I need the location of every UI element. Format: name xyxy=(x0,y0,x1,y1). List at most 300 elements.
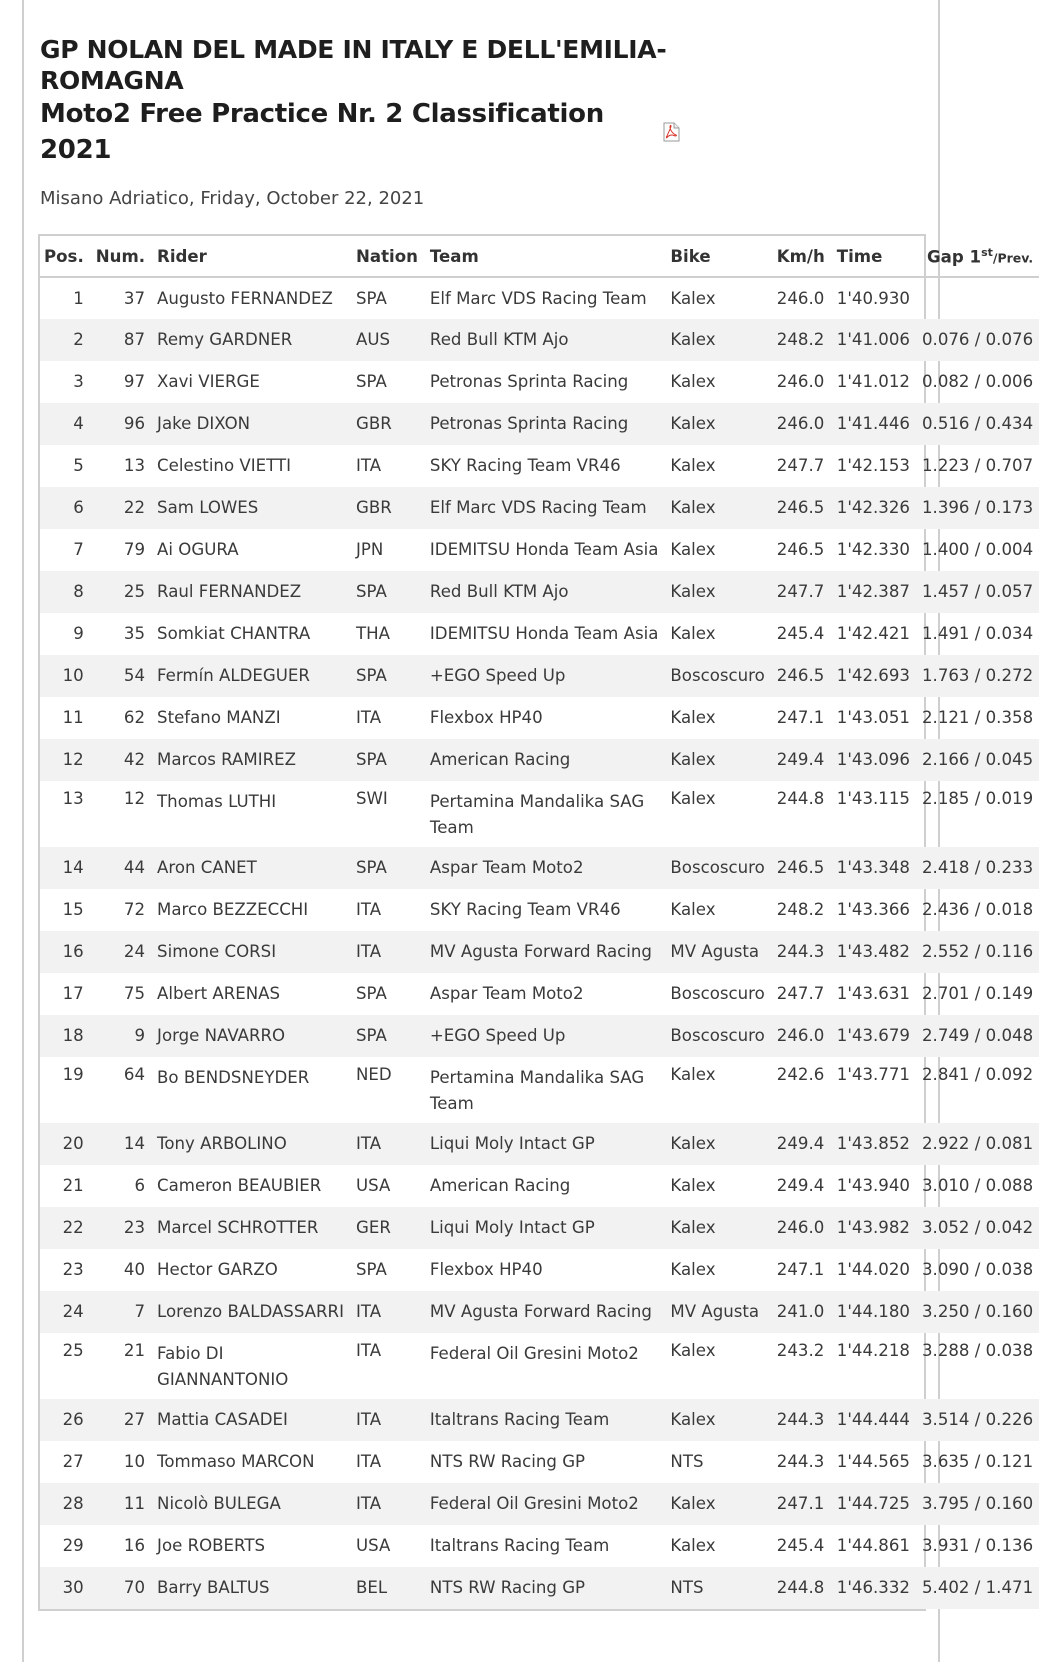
cell-kmh: 245.4 xyxy=(776,624,825,643)
cell-rider[interactable]: Fermín ALDEGUER xyxy=(157,666,310,685)
table-row xyxy=(40,1249,1039,1291)
cell-gap: 2.185 / 0.019 xyxy=(921,789,1034,808)
cell-rider[interactable]: Aron CANET xyxy=(157,858,257,877)
cell-kmh: 247.1 xyxy=(776,1260,825,1279)
cell-team[interactable]: Elf Marc VDS Racing Team xyxy=(429,289,647,308)
cell-bike: Kalex xyxy=(670,1494,716,1513)
table-row xyxy=(40,1399,1039,1441)
cell-kmh: 246.5 xyxy=(776,666,825,685)
table-row xyxy=(40,445,1039,487)
cell-num: 9 xyxy=(134,1026,146,1045)
cell-rider[interactable]: Bo BENDSNEYDER xyxy=(157,1068,310,1087)
cell-pos: 28 xyxy=(62,1494,84,1513)
cell-kmh: 246.0 xyxy=(776,289,825,308)
cell-rider[interactable]: Marco BEZZECCHI xyxy=(157,900,309,919)
cell-num: 35 xyxy=(123,624,146,643)
cell-num: 21 xyxy=(123,1341,146,1360)
cell-bike: Kalex xyxy=(670,750,716,769)
cell-time: 1'44.861 xyxy=(836,1536,910,1555)
table-row xyxy=(40,781,1039,847)
cell-bike: NTS xyxy=(670,1578,704,1597)
cell-bike: Kalex xyxy=(670,1134,716,1153)
cell-time: 1'42.387 xyxy=(836,582,910,601)
cell-team[interactable]: Aspar Team Moto2 xyxy=(429,858,584,877)
cell-nation: GBR xyxy=(355,414,392,433)
cell-pos: 29 xyxy=(62,1536,84,1555)
cell-team[interactable]: MV Agusta Forward Racing xyxy=(429,1302,652,1321)
cell-nation: ITA xyxy=(355,708,382,727)
cell-rider[interactable]: Tommaso MARCON xyxy=(157,1452,315,1471)
col-rider-header: Rider xyxy=(151,236,350,277)
table-row xyxy=(40,529,1039,571)
cell-pos: 16 xyxy=(62,942,84,961)
cell-bike: Kalex xyxy=(670,498,716,517)
cell-kmh: 246.0 xyxy=(776,414,825,433)
cell-pos: 22 xyxy=(62,1218,84,1237)
cell-time: 1'41.446 xyxy=(836,414,910,433)
cell-gap: 0.082 / 0.006 xyxy=(921,372,1034,391)
title-block xyxy=(40,34,680,168)
cell-num: 62 xyxy=(123,708,146,727)
cell-kmh: 248.2 xyxy=(776,900,825,919)
cell-nation: ITA xyxy=(355,942,382,961)
cell-rider[interactable]: Nicolò BULEGA xyxy=(157,1494,281,1513)
cell-nation: ITA xyxy=(355,1134,382,1153)
cell-rider[interactable]: Xavi VIERGE xyxy=(157,372,260,391)
cell-rider[interactable]: Marcos RAMIREZ xyxy=(157,750,296,769)
cell-team[interactable]: Elf Marc VDS Racing Team xyxy=(429,498,647,517)
cell-gap: 1.400 / 0.004 xyxy=(921,540,1034,559)
cell-rider[interactable]: Cameron BEAUBIER xyxy=(157,1176,322,1195)
cell-team[interactable]: Italtrans Racing Team xyxy=(429,1536,610,1555)
cell-time: 1'44.565 xyxy=(836,1452,910,1471)
cell-pos: 18 xyxy=(62,1026,84,1045)
cell-nation: ITA xyxy=(355,900,382,919)
cell-kmh: 241.0 xyxy=(776,1302,825,1321)
table-row xyxy=(40,655,1039,697)
col-team-header: Team xyxy=(424,236,665,277)
cell-pos: 21 xyxy=(62,1176,84,1195)
cell-team[interactable]: Red Bull KTM Ajo xyxy=(429,330,569,349)
cell-num: 70 xyxy=(123,1578,146,1597)
classification-table xyxy=(38,234,1034,1611)
cell-bike: Kalex xyxy=(670,1260,716,1279)
cell-rider[interactable]: Mattia CASADEI xyxy=(157,1410,288,1429)
cell-kmh: 246.0 xyxy=(776,1218,825,1237)
cell-bike: Kalex xyxy=(670,1065,716,1084)
table-row xyxy=(40,1015,1039,1057)
cell-time: 1'44.180 xyxy=(836,1302,910,1321)
cell-gap: 2.418 / 0.233 xyxy=(921,858,1034,877)
cell-team[interactable]: Pertamina Mandalika SAG Team xyxy=(429,792,645,837)
cell-num: 42 xyxy=(123,750,146,769)
cell-num: 87 xyxy=(123,330,146,349)
col-bike-header: Bike xyxy=(664,236,770,277)
table-row xyxy=(40,571,1039,613)
cell-pos: 20 xyxy=(62,1134,84,1153)
cell-rider[interactable]: Joe ROBERTS xyxy=(157,1536,266,1555)
session-title-text: Moto2 Free Practice Nr. 2 Classification 2021 xyxy=(40,99,604,165)
cell-bike: Boscoscuro xyxy=(670,984,765,1003)
cell-time: 1'43.348 xyxy=(836,858,910,877)
cell-rider[interactable]: Fabio DI GIANNANTONIO xyxy=(157,1344,289,1389)
cell-rider[interactable]: Tony ARBOLINO xyxy=(157,1134,287,1153)
pdf-icon[interactable] xyxy=(663,116,680,136)
cell-num: 75 xyxy=(123,984,146,1003)
table-row xyxy=(40,319,1039,361)
cell-pos: 12 xyxy=(62,750,84,769)
cell-num: 79 xyxy=(123,540,146,559)
cell-kmh: 244.3 xyxy=(776,1452,825,1471)
cell-bike: Boscoscuro xyxy=(670,1026,765,1045)
cell-rider[interactable]: Raul FERNANDEZ xyxy=(157,582,302,601)
cell-rider[interactable]: Hector GARZO xyxy=(157,1260,278,1279)
cell-num: 40 xyxy=(123,1260,146,1279)
cell-nation: THA xyxy=(355,624,390,643)
cell-time: 1'43.115 xyxy=(836,789,910,808)
cell-bike: Kalex xyxy=(670,624,716,643)
cell-rider[interactable]: Marcel SCHROTTER xyxy=(157,1218,319,1237)
cell-bike: Kalex xyxy=(670,1176,716,1195)
session-date-location: Misano Adriatico, Friday, October 22, 2021 xyxy=(40,188,425,209)
cell-time: 1'42.153 xyxy=(836,456,910,475)
cell-gap: 3.250 / 0.160 xyxy=(921,1302,1034,1321)
cell-gap: 1.457 / 0.057 xyxy=(921,582,1034,601)
cell-rider[interactable]: Augusto FERNANDEZ xyxy=(157,289,333,308)
cell-gap: 5.402 / 1.471 xyxy=(921,1578,1034,1597)
cell-time: 1'43.482 xyxy=(836,942,910,961)
cell-time: 1'44.218 xyxy=(836,1341,910,1360)
cell-num: 44 xyxy=(123,858,146,877)
cell-nation: SPA xyxy=(355,582,387,601)
cell-nation: NED xyxy=(355,1065,392,1084)
cell-time: 1'40.930 xyxy=(836,289,910,308)
cell-team[interactable]: Petronas Sprinta Racing xyxy=(429,414,629,433)
cell-bike: Kalex xyxy=(670,330,716,349)
cell-bike: Kalex xyxy=(670,1341,716,1360)
cell-kmh: 248.2 xyxy=(776,330,825,349)
cell-team[interactable]: Liqui Moly Intact GP xyxy=(429,1134,595,1153)
cell-pos: 3 xyxy=(73,372,84,391)
cell-nation: ITA xyxy=(355,456,382,475)
cell-bike: Kalex xyxy=(670,582,716,601)
cell-nation: USA xyxy=(355,1536,391,1555)
cell-kmh: 244.8 xyxy=(776,789,825,808)
cell-rider[interactable]: Jake DIXON xyxy=(157,414,251,433)
cell-bike: Kalex xyxy=(670,456,716,475)
table-row xyxy=(40,697,1039,739)
cell-gap: 1.763 / 0.272 xyxy=(921,666,1034,685)
cell-time: 1'44.020 xyxy=(836,1260,910,1279)
cell-num: 24 xyxy=(123,942,146,961)
cell-kmh: 247.1 xyxy=(776,708,825,727)
cell-time: 1'44.725 xyxy=(836,1494,910,1513)
cell-num: 27 xyxy=(123,1410,146,1429)
cell-team[interactable]: MV Agusta Forward Racing xyxy=(429,942,652,961)
cell-nation: ITA xyxy=(355,1452,382,1471)
cell-time: 1'41.006 xyxy=(836,330,910,349)
cell-gap: 3.635 / 0.121 xyxy=(921,1452,1034,1471)
cell-gap: 2.922 / 0.081 xyxy=(921,1134,1034,1153)
cell-kmh: 247.1 xyxy=(776,1494,825,1513)
cell-pos: 7 xyxy=(73,540,84,559)
cell-rider[interactable]: Remy GARDNER xyxy=(157,330,293,349)
cell-rider[interactable]: Thomas LUTHI xyxy=(157,792,277,811)
cell-rider[interactable]: Albert ARENAS xyxy=(157,984,281,1003)
cell-nation: SWI xyxy=(355,789,388,808)
cell-pos: 6 xyxy=(73,498,84,517)
col-gap-header xyxy=(916,236,1039,277)
cell-team[interactable]: NTS RW Racing GP xyxy=(429,1578,586,1597)
table-row xyxy=(40,1483,1039,1525)
cell-rider[interactable]: Sam LOWES xyxy=(157,498,259,517)
cell-gap: 3.795 / 0.160 xyxy=(921,1494,1034,1513)
cell-gap: 2.701 / 0.149 xyxy=(921,984,1034,1003)
session-title xyxy=(40,96,680,168)
cell-time: 1'42.330 xyxy=(836,540,910,559)
table-row xyxy=(40,889,1039,931)
cell-team[interactable]: American Racing xyxy=(429,750,571,769)
cell-team[interactable]: American Racing xyxy=(429,1176,571,1195)
cell-team[interactable]: Federal Oil Gresini Moto2 xyxy=(429,1494,639,1513)
col-num-header: Num. xyxy=(90,236,151,277)
table-row xyxy=(40,361,1039,403)
cell-rider[interactable]: Celestino VIETTI xyxy=(157,456,291,475)
cell-pos: 10 xyxy=(62,666,84,685)
cell-nation: SPA xyxy=(355,372,387,391)
cell-pos: 14 xyxy=(62,858,84,877)
table-row xyxy=(40,1525,1039,1567)
gap-header-suffix: /Prev. xyxy=(992,250,1034,266)
table-row xyxy=(40,1441,1039,1483)
cell-bike: Kalex xyxy=(670,540,716,559)
cell-rider[interactable]: Ai OGURA xyxy=(157,540,239,559)
classification-rows xyxy=(40,277,1039,1609)
gap-header-text: Gap 1 xyxy=(927,247,982,267)
cell-bike: MV Agusta xyxy=(670,1302,760,1321)
cell-time: 1'43.051 xyxy=(836,708,910,727)
cell-pos: 26 xyxy=(62,1410,84,1429)
cell-pos: 5 xyxy=(73,456,84,475)
cell-bike: Kalex xyxy=(670,789,716,808)
cell-gap: 2.552 / 0.116 xyxy=(921,942,1034,961)
cell-team[interactable]: IDEMITSU Honda Team Asia xyxy=(429,624,659,643)
col-kmh-header: Km/h xyxy=(771,236,831,277)
cell-gap: 3.010 / 0.088 xyxy=(921,1176,1034,1195)
cell-nation: SPA xyxy=(355,1260,387,1279)
table-row xyxy=(40,931,1039,973)
cell-gap: 2.166 / 0.045 xyxy=(921,750,1034,769)
cell-team[interactable]: +EGO Speed Up xyxy=(429,666,566,685)
table-row xyxy=(40,1165,1039,1207)
cell-pos: 23 xyxy=(62,1260,84,1279)
cell-nation: USA xyxy=(355,1176,391,1195)
cell-pos: 4 xyxy=(73,414,84,433)
cell-nation: ITA xyxy=(355,1341,382,1360)
cell-gap: 2.121 / 0.358 xyxy=(921,708,1034,727)
cell-kmh: 247.7 xyxy=(776,582,825,601)
table-row xyxy=(40,403,1039,445)
cell-kmh: 245.4 xyxy=(776,1536,825,1555)
cell-kmh: 247.7 xyxy=(776,456,825,475)
table-row xyxy=(40,847,1039,889)
cell-team[interactable]: Liqui Moly Intact GP xyxy=(429,1218,595,1237)
cell-nation: ITA xyxy=(355,1302,382,1321)
cell-num: 13 xyxy=(123,456,146,475)
cell-kmh: 246.5 xyxy=(776,540,825,559)
cell-bike: NTS xyxy=(670,1452,704,1471)
cell-team[interactable]: Petronas Sprinta Racing xyxy=(429,372,629,391)
table-row xyxy=(40,487,1039,529)
cell-pos: 25 xyxy=(62,1341,84,1360)
cell-team[interactable]: Federal Oil Gresini Moto2 xyxy=(429,1344,639,1363)
cell-num: 10 xyxy=(123,1452,146,1471)
cell-nation: SPA xyxy=(355,289,387,308)
cell-pos: 24 xyxy=(62,1302,84,1321)
cell-kmh: 249.4 xyxy=(776,1134,825,1153)
table-row xyxy=(40,1333,1039,1399)
cell-nation: GBR xyxy=(355,498,392,517)
cell-time: 1'43.096 xyxy=(836,750,910,769)
cell-bike: MV Agusta xyxy=(670,942,760,961)
cell-pos: 30 xyxy=(62,1578,84,1597)
cell-num: 6 xyxy=(134,1176,146,1195)
cell-bike: Kalex xyxy=(670,708,716,727)
cell-nation: SPA xyxy=(355,666,387,685)
table-header-row xyxy=(40,236,1039,277)
cell-rider[interactable]: Lorenzo BALDASSARRI xyxy=(157,1302,344,1321)
cell-kmh: 249.4 xyxy=(776,1176,825,1195)
cell-nation: SPA xyxy=(355,1026,387,1045)
cell-time: 1'43.940 xyxy=(836,1176,910,1195)
cell-num: 54 xyxy=(123,666,146,685)
cell-num: 11 xyxy=(123,1494,146,1513)
cell-team[interactable]: SKY Racing Team VR46 xyxy=(429,456,621,475)
cell-rider[interactable]: Somkiat CHANTRA xyxy=(157,624,311,643)
cell-team[interactable]: +EGO Speed Up xyxy=(429,1026,566,1045)
cell-kmh: 246.5 xyxy=(776,498,825,517)
cell-gap: 1.491 / 0.034 xyxy=(921,624,1034,643)
cell-team[interactable]: Aspar Team Moto2 xyxy=(429,984,584,1003)
cell-gap: 2.749 / 0.048 xyxy=(921,1026,1034,1045)
col-time-header: Time xyxy=(831,236,916,277)
cell-rider[interactable]: Barry BALTUS xyxy=(157,1578,270,1597)
cell-bike: Boscoscuro xyxy=(670,666,765,685)
cell-gap: 2.841 / 0.092 xyxy=(921,1065,1034,1084)
cell-nation: ITA xyxy=(355,1410,382,1429)
cell-time: 1'43.679 xyxy=(836,1026,910,1045)
cell-pos: 13 xyxy=(62,789,84,808)
cell-nation: GER xyxy=(355,1218,391,1237)
cell-gap: 0.076 / 0.076 xyxy=(921,330,1034,349)
cell-kmh: 244.3 xyxy=(776,1410,825,1429)
cell-time: 1'46.332 xyxy=(836,1578,910,1597)
table-row xyxy=(40,1567,1039,1609)
cell-rider[interactable]: Jorge NAVARRO xyxy=(157,1026,286,1045)
cell-kmh: 246.0 xyxy=(776,1026,825,1045)
cell-pos: 9 xyxy=(73,624,84,643)
cell-gap: 3.514 / 0.226 xyxy=(921,1410,1034,1429)
cell-team[interactable]: SKY Racing Team VR46 xyxy=(429,900,621,919)
cell-bike: Kalex xyxy=(670,1410,716,1429)
cell-time: 1'44.444 xyxy=(836,1410,910,1429)
cell-kmh: 242.6 xyxy=(776,1065,825,1084)
cell-kmh: 246.5 xyxy=(776,858,825,877)
table-row xyxy=(40,613,1039,655)
cell-time: 1'43.982 xyxy=(836,1218,910,1237)
cell-pos: 8 xyxy=(73,582,84,601)
cell-time: 1'41.012 xyxy=(836,372,910,391)
cell-time: 1'42.693 xyxy=(836,666,910,685)
cell-gap: 2.436 / 0.018 xyxy=(921,900,1034,919)
cell-rider[interactable]: Simone CORSI xyxy=(157,942,277,961)
cell-time: 1'43.631 xyxy=(836,984,910,1003)
cell-num: 64 xyxy=(123,1065,146,1084)
table-row xyxy=(40,277,1039,319)
cell-time: 1'43.771 xyxy=(836,1065,910,1084)
cell-gap: 3.288 / 0.038 xyxy=(921,1341,1034,1360)
cell-time: 1'43.366 xyxy=(836,900,910,919)
cell-team[interactable]: Flexbox HP40 xyxy=(429,1260,543,1279)
cell-team[interactable]: Italtrans Racing Team xyxy=(429,1410,610,1429)
cell-num: 25 xyxy=(123,582,146,601)
col-nation-header: Nation xyxy=(350,236,424,277)
cell-bike: Kalex xyxy=(670,900,716,919)
cell-num: 14 xyxy=(123,1134,146,1153)
cell-bike: Kalex xyxy=(670,1536,716,1555)
cell-pos: 2 xyxy=(73,330,84,349)
cell-pos: 1 xyxy=(73,289,84,308)
cell-kmh: 249.4 xyxy=(776,750,825,769)
cell-num: 72 xyxy=(123,900,146,919)
table-row xyxy=(40,1057,1039,1123)
cell-team[interactable]: Red Bull KTM Ajo xyxy=(429,582,569,601)
cell-team[interactable]: Flexbox HP40 xyxy=(429,708,543,727)
cell-bike: Kalex xyxy=(670,289,716,308)
cell-bike: Kalex xyxy=(670,372,716,391)
cell-pos: 11 xyxy=(62,708,84,727)
cell-gap: 3.052 / 0.042 xyxy=(921,1218,1034,1237)
cell-num: 37 xyxy=(123,289,146,308)
cell-gap xyxy=(916,277,1039,319)
cell-nation: JPN xyxy=(355,540,384,559)
cell-team[interactable]: Pertamina Mandalika SAG Team xyxy=(429,1068,645,1113)
cell-pos: 27 xyxy=(62,1452,84,1471)
cell-rider[interactable]: Stefano MANZI xyxy=(157,708,281,727)
cell-time: 1'42.326 xyxy=(836,498,910,517)
cell-gap: 3.931 / 0.136 xyxy=(921,1536,1034,1555)
cell-num: 96 xyxy=(123,414,146,433)
cell-pos: 17 xyxy=(62,984,84,1003)
cell-nation: AUS xyxy=(355,330,391,349)
col-pos-header: Pos. xyxy=(40,236,90,277)
cell-num: 22 xyxy=(123,498,146,517)
cell-nation: SPA xyxy=(355,750,387,769)
cell-team[interactable]: IDEMITSU Honda Team Asia xyxy=(429,540,659,559)
table-row xyxy=(40,1291,1039,1333)
cell-num: 12 xyxy=(123,789,146,808)
cell-kmh: 244.3 xyxy=(776,942,825,961)
cell-bike: Kalex xyxy=(670,414,716,433)
cell-time: 1'42.421 xyxy=(836,624,910,643)
table-row xyxy=(40,973,1039,1015)
cell-pos: 15 xyxy=(62,900,84,919)
cell-kmh: 243.2 xyxy=(776,1341,825,1360)
cell-pos: 19 xyxy=(62,1065,84,1084)
cell-team[interactable]: NTS RW Racing GP xyxy=(429,1452,586,1471)
cell-num: 97 xyxy=(123,372,146,391)
table-row xyxy=(40,1207,1039,1249)
